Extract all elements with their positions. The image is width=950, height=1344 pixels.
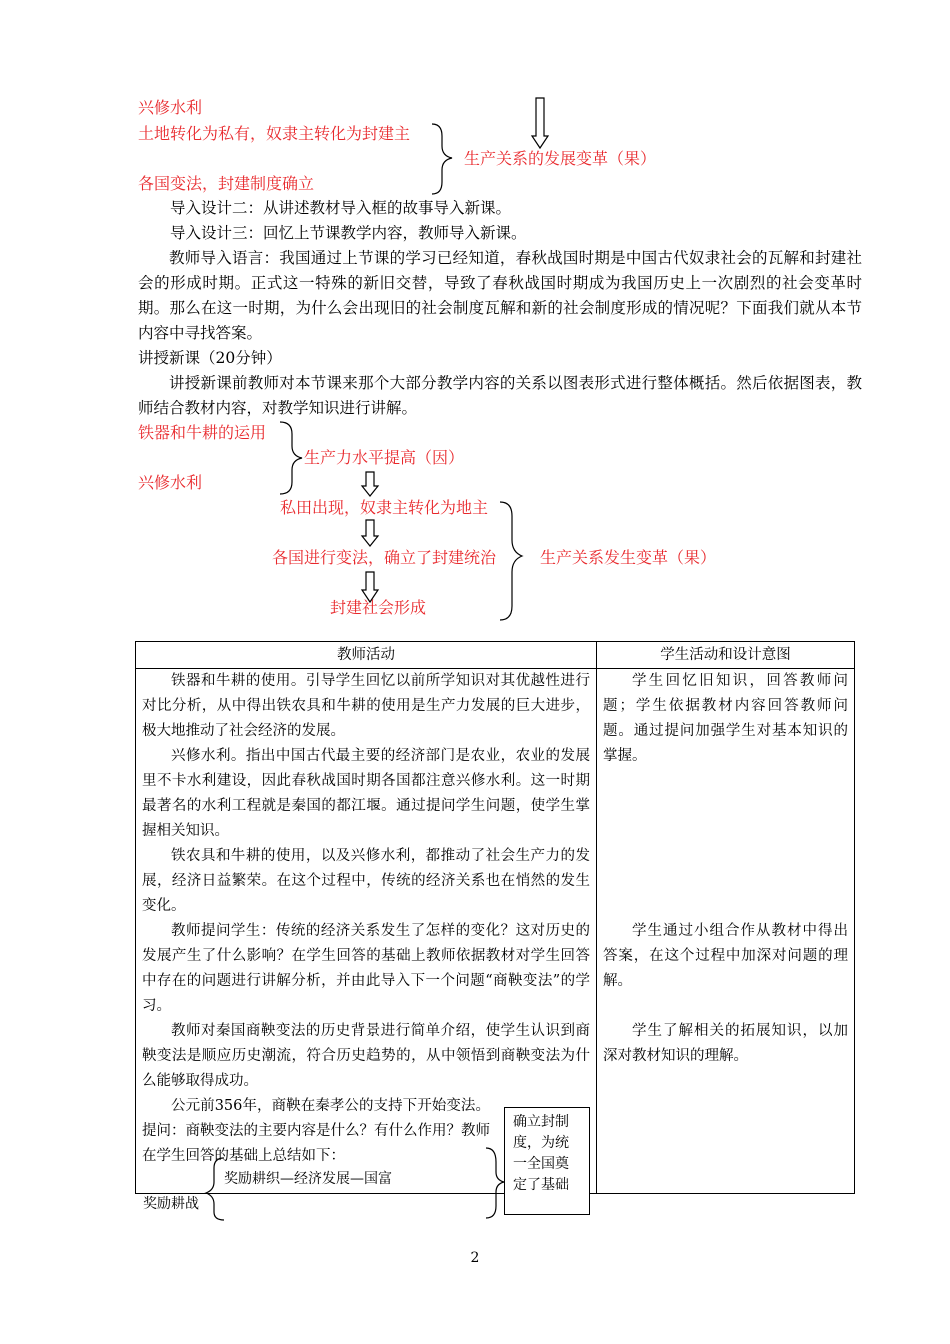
diagram2-cause1: 铁器和牛耕的运用 xyxy=(138,423,267,442)
teacher-paragraph: 铁农具和牛耕的使用，以及兴修水利，都推动了社会生产力的发展，经济日益繁荣。在这个过程中，传统的经济关系也在悄然的发生变化。 xyxy=(142,848,590,914)
teacher-activity-header: 教师活动 xyxy=(136,642,597,669)
teacher-paragraph: 公元前356年，商鞅在秦孝公的支持下开始变法。提问：商鞅变法的主要内容是什么？有什么作用？教师在学生回答的基础上总结如下： xyxy=(142,1098,490,1164)
student-activity-header: 学生活动和设计意图 xyxy=(597,642,855,669)
diagram2-cause-result: 生产力水平提高（因） xyxy=(304,448,465,467)
diagram2-effect: 生产关系发生变革（果） xyxy=(540,548,717,567)
teacher-paragraph: 兴修水利。指出中国古代最主要的经济部门是农业，农业的发展里不卡水利建设，因此春秋战国时期各国都注意兴修水利。这一时期最著名的水利工程就是秦国的都江堰。通过提问学生问题，使学生掌握相关知识。 xyxy=(142,748,590,839)
teacher-paragraph: 教师对秦国商鞅变法的历史背景进行简单介绍，使学生认识到商鞅变法是顺应历史潮流，符合历史趋势的，从中领悟到商鞅变法为什么能够取得成功。 xyxy=(142,1023,590,1089)
teacher-paragraph: 铁器和牛耕的使用。引导学生回忆以前所学知识对其优越性进行对比分析，从中得出铁农具和牛耕的使用是生产力发展的巨大进步，极大地推动了社会经济的发展。 xyxy=(142,673,590,739)
intro-design2: 导入设计二：从讲述教材导入框的故事导入新课。 xyxy=(170,199,512,217)
right-brace-icon xyxy=(280,422,302,494)
down-arrow-icon xyxy=(362,572,378,602)
diagram2-step1: 私田出现，奴隶主转化为地主 xyxy=(280,498,489,517)
diagram1-line1: 兴修水利 xyxy=(138,98,203,117)
right-brace-icon xyxy=(486,1148,504,1218)
intro-design3: 导入设计三：回忆上节课教学内容，教师导入新课。 xyxy=(170,224,527,242)
student-paragraph: 学生了解相关的拓展知识，以加深对教材知识的理解。 xyxy=(603,1023,848,1064)
page-number: 2 xyxy=(470,1250,480,1266)
diagram2-step3: 封建社会形成 xyxy=(330,598,427,617)
right-brace-icon xyxy=(500,502,522,620)
left-brace-icon xyxy=(206,1158,224,1220)
down-arrow-icon xyxy=(362,472,378,496)
diagram2-cause2: 兴修水利 xyxy=(138,473,203,492)
lecture-heading: 讲授新课（20分钟） xyxy=(138,349,282,367)
reward-war-label: 奖励耕战 xyxy=(143,1196,199,1212)
lecture-description: 讲授新课前教师对本节课来那个大部分教学内容的关系以图表形式进行整体概括。然后依据图表，教师结合教材内容，对教学知识进行讲解。 xyxy=(138,374,862,417)
diagram2-step2: 各国进行变法，确立了封建统治 xyxy=(272,548,497,567)
student-paragraph: 学生回忆旧知识，回答教师问题；学生依据教材内容回答教师问题。通过提问加强学生对基本知识的掌握。 xyxy=(603,673,848,764)
diagram1-result: 生产关系的发展变革（果） xyxy=(464,149,657,168)
teacher-paragraph: 教师提问学生：传统的经济关系发生了怎样的变化？这对历史的发展产生了什么影响？在学生回答的基础上教师依据教材对学生回答中存在的问题进行讲解分析，并由此导入下一个问题“商鞅变法”的学习。 xyxy=(142,923,590,1014)
teacher-intro-paragraph: 教师导入语言：我国通过上节课的学习已经知道，春秋战国时期是中国古代奴隶社会的瓦解和封建社会的形成时期。正式这一特殊的新旧交替，导致了春秋战国时期成为我国历史上一次剧烈的社会变革时期。那么在这一时期，为什么会出现旧的社会制度瓦解和新的社会制度形成的情况呢？下面我们就从本节内容中寻找答案。 xyxy=(138,249,862,342)
right-brace-icon xyxy=(432,124,452,194)
student-paragraph: 学生通过小组合作从教材中得出答案，在这个过程中加深对问题的理解。 xyxy=(603,923,848,989)
unification-note-box: 确立封制度，为统一全国奠定了基础 xyxy=(504,1107,590,1215)
diagram1-line2: 土地转化为私有，奴隶主转化为封建主 xyxy=(138,124,411,143)
reward-farming-line: 奖励耕织—经济发展—国富 xyxy=(224,1171,392,1187)
diagram1-line3: 各国变法，封建制度确立 xyxy=(138,174,315,193)
down-arrow-icon xyxy=(532,98,548,148)
down-arrow-icon xyxy=(362,520,378,546)
